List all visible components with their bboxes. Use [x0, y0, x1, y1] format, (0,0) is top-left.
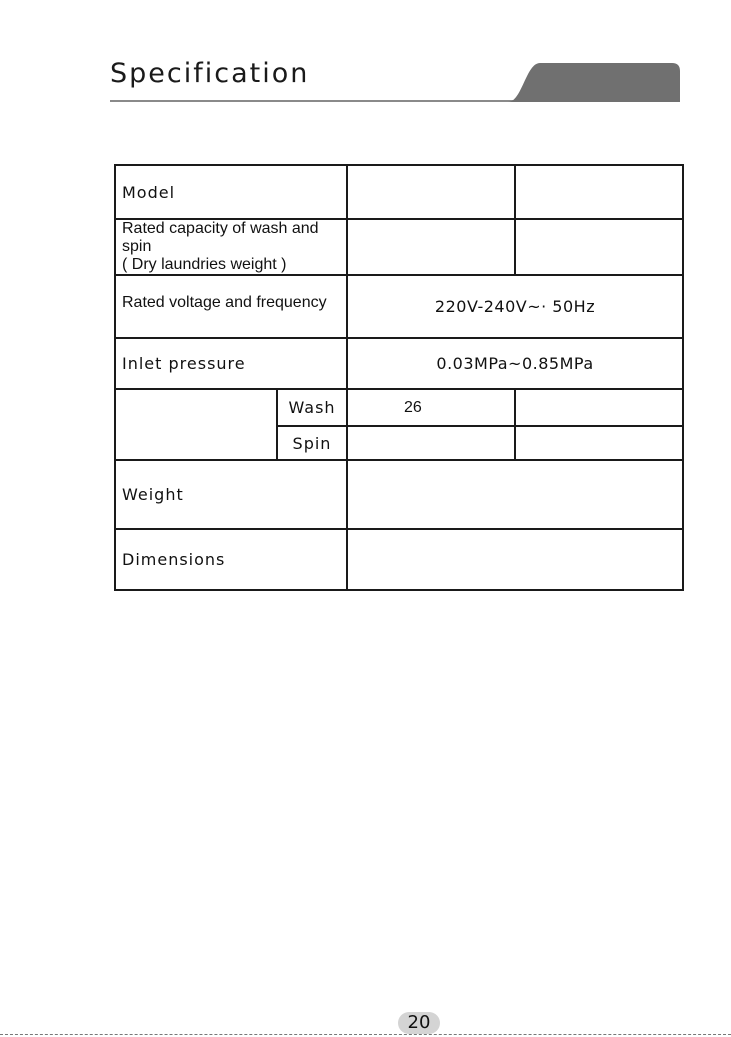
pressure-value: 0.03MPa~0.85MPa	[347, 338, 683, 389]
capacity-label-line1: Rated capacity of wash and spin	[122, 220, 319, 255]
voltage-label: Rated voltage and frequency	[115, 275, 347, 338]
voltage-value: 220V-240V~· 50Hz	[347, 275, 683, 338]
dimensions-value	[347, 529, 683, 590]
pressure-row	[115, 338, 683, 389]
model-row	[115, 165, 683, 219]
capacity-row	[115, 219, 683, 275]
header-tab-shape	[500, 59, 682, 105]
model-label: Model	[115, 165, 347, 219]
header-rule	[110, 100, 520, 102]
dimensions-row	[115, 529, 683, 590]
spin-value-2	[515, 426, 683, 460]
spec-table	[114, 164, 684, 591]
capacity-value-2	[515, 219, 683, 275]
spin-label: Spin	[277, 426, 347, 460]
noise-label-cell	[115, 389, 277, 460]
wash-value-2	[515, 389, 683, 426]
wash-label: Wash	[277, 389, 347, 426]
weight-row	[115, 460, 683, 529]
capacity-label-line2: ( Dry laundries weight )	[122, 256, 287, 273]
model-value-2	[515, 165, 683, 219]
wash-row	[115, 389, 683, 426]
wash-value: 26	[347, 389, 515, 426]
spin-value-1	[347, 426, 515, 460]
pressure-label: Inlet pressure	[115, 338, 347, 389]
page-number: 20	[398, 1012, 440, 1034]
capacity-label	[115, 219, 347, 275]
weight-label: Weight	[115, 460, 347, 529]
capacity-value-1	[347, 219, 515, 275]
model-value-1	[347, 165, 515, 219]
voltage-row	[115, 275, 683, 338]
weight-value	[347, 460, 683, 529]
page-title: Specification	[110, 58, 310, 89]
page-cut-line	[0, 1034, 731, 1035]
dimensions-label: Dimensions	[115, 529, 347, 590]
